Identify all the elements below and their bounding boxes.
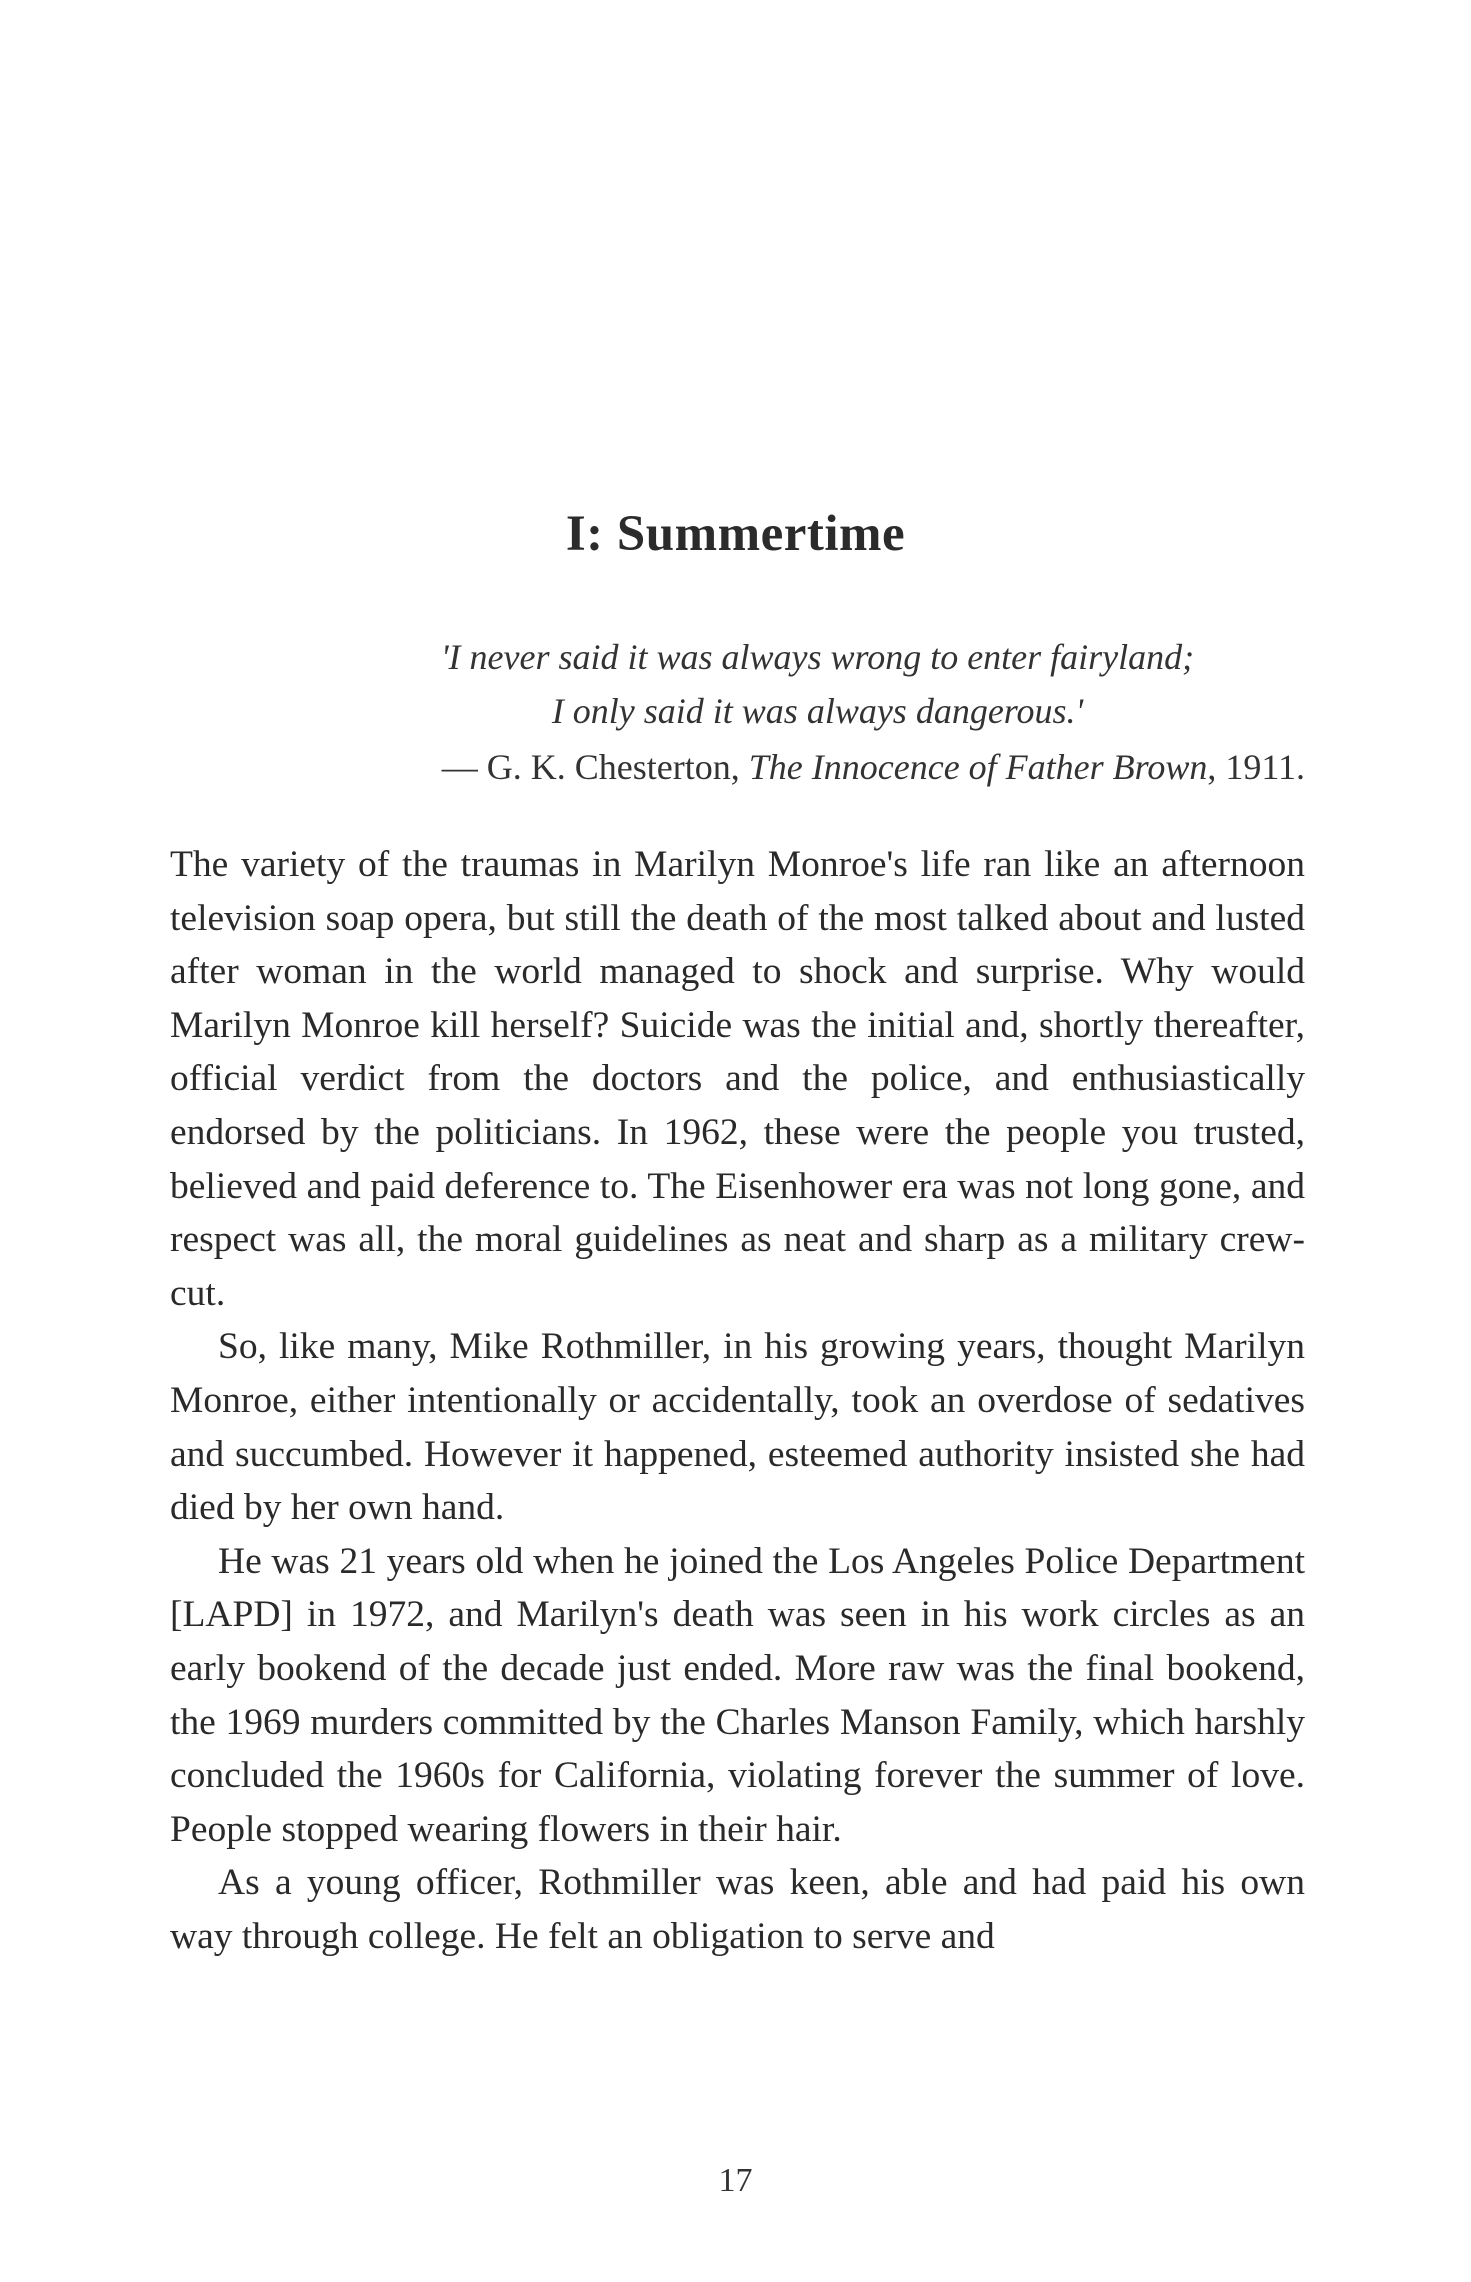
attribution-year: , 1911. [1207, 747, 1305, 787]
body-text [170, 838, 1305, 1963]
attribution-author: — G. K. Chesterton, [441, 747, 749, 787]
paragraph-1: The variety of the traumas in Marilyn Monroe's life ran like an afternoon television soap opera, but still the death of the most talked about and lusted after woman in the world managed to shock and surprise. Why would Marilyn Monroe kill herself? Suicide was the initial and, shortly thereafter, official verdict from the doctors and the police, and enthusiastically endorsed by the politicians. In 1962, these were the people you trusted, believed and paid deference to. The Eisenhower era was not long gone, and respect was all, the moral guidelines as neat and sharp as a military crew-cut. [170, 844, 1305, 1314]
epigraph [170, 630, 1305, 794]
epigraph-attribution [170, 740, 1305, 794]
attribution-work-title: The Innocence of Father Brown [748, 747, 1208, 787]
paragraph-4: As a young officer, Rothmiller was keen, able and had paid his own way through college. He felt an obligation to serve and [170, 1862, 1305, 1957]
epigraph-line-1: 'I never said it was always wrong to enter fairyland; [440, 637, 1195, 677]
page-number: 17 [718, 2162, 753, 2199]
chapter-title: I: Summertime [565, 506, 906, 562]
paragraph-3: He was 21 years old when he joined the Los Angeles Police Department [LAPD] in 1972, and Marilyn's death was seen in his work circles as an early bookend of the decade just ended. More raw was the final bookend, the 1969 murders committed by the Charles Manson Family, which harshly concluded the 1960s for California, violating forever the summer of love. People stopped wearing flowers in their hair. [170, 1540, 1305, 1850]
paragraph-2: So, like many, Mike Rothmiller, in his growing years, thought Marilyn Monroe, either intentionally or accidentally, took an overdose of sedatives and succumbed. However it happened, esteemed authority insisted she had died by her own hand. [170, 1326, 1305, 1529]
epigraph-line-2: I only said it was always dangerous.' [551, 691, 1084, 731]
